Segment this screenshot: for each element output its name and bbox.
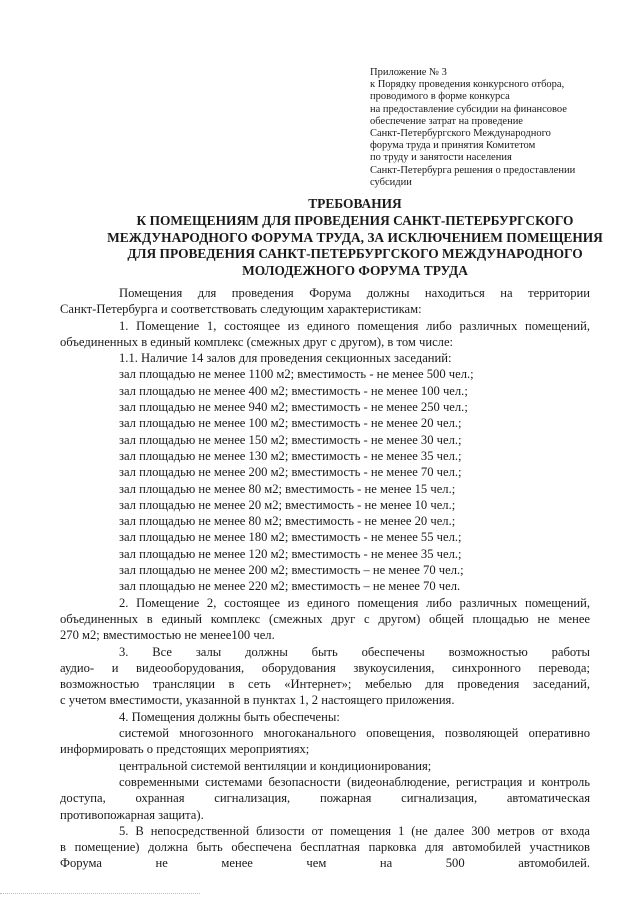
hall-line: зал площадью не менее 180 м2; вместимость - не менее 55 чел.; bbox=[119, 530, 462, 545]
hall-line: зал площадью не менее 220 м2; вместимость – не менее 70 чел. bbox=[119, 579, 461, 594]
annex-line: по труду и занятости населения bbox=[370, 152, 512, 164]
intro-line: Помещения для проведения Форума должны находиться на территории bbox=[119, 286, 590, 300]
annex-header bbox=[370, 67, 600, 189]
hall-line: зал площадью не менее 200 м2; вместимость - не менее 70 чел.; bbox=[119, 465, 462, 480]
annex-line: проводимого в форме конкурса bbox=[370, 91, 510, 103]
p4-c-line: современными системами безопасности (видеонаблюдение, регистрация и контроль bbox=[119, 774, 590, 789]
p2-line: 2. Помещение 2, состоящее из единого помещения либо различных помещений, bbox=[119, 595, 590, 610]
p3-line: 3. Все залы должны быть обеспечены возможностью работы bbox=[119, 644, 590, 659]
title-line: ДЛЯ ПРОВЕДЕНИЯ САНКТ-ПЕТЕРБУРГСКОГО МЕЖДУНАРОДНОГО bbox=[127, 246, 583, 262]
p4-line: 4. Помещения должны быть обеспечены: bbox=[119, 709, 340, 724]
annex-line: Приложение № 3 bbox=[370, 67, 447, 78]
intro-line: Санкт-Петербурга и соответствовать следующим характеристикам: bbox=[60, 302, 422, 317]
p5-line: в помещение) должна быть обеспечена бесплатная парковка для автомобилей участников bbox=[60, 840, 590, 855]
hall-line: зал площадью не менее 150 м2; вместимость - не менее 30 чел.; bbox=[119, 432, 462, 447]
hall-line: зал площадью не менее 80 м2; вместимость - не менее 15 чел.; bbox=[119, 481, 456, 496]
hall-line: зал площадью не менее 100 м2; вместимость - не менее 20 чел.; bbox=[119, 416, 462, 431]
annex-line: форума труда и принятия Комитетом bbox=[370, 140, 536, 152]
p4-b-line: центральной системой вентиляции и кондиционирования; bbox=[119, 758, 432, 773]
document-body bbox=[60, 285, 590, 872]
p5-line: 5. В непосредственной близости от помещения 1 (не далее 300 метров от входа bbox=[119, 823, 590, 838]
p4-a-line: системой многозонного многоканального оповещения, позволяющей оперативно bbox=[119, 726, 590, 741]
p1-1-line: 1.1. Наличие 14 залов для проведения секционных заседаний: bbox=[119, 351, 452, 366]
scan-edge-divider bbox=[0, 893, 200, 896]
hall-line: зал площадью не менее 20 м2; вместимость - не менее 10 чел.; bbox=[119, 497, 456, 512]
title-line: МОЛОДЕЖНОГО ФОРУМА ТРУДА bbox=[242, 263, 468, 279]
hall-line: зал площадью не менее 120 м2; вместимость - не менее 35 чел.; bbox=[119, 546, 462, 561]
p3-line: аудио- и видеооборудования, оборудования звукоусиления, синхронного перевода; bbox=[60, 660, 590, 675]
title-line: К ПОМЕЩЕНИЯМ ДЛЯ ПРОВЕДЕНИЯ САНКТ-ПЕТЕРБУРГСКОГО bbox=[136, 212, 574, 228]
p1-line: объединенных в единый комплекс (смежных друг с другом), в том числе: bbox=[60, 334, 454, 349]
p2-line: объединенных в единый комплекс (смежных друг с другом) общей площадью не менее bbox=[60, 611, 590, 626]
annex-line: на предоставление субсидии на финансовое bbox=[370, 103, 567, 115]
hall-line: зал площадью не менее 200 м2; вместимость – не менее 70 чел.; bbox=[119, 563, 464, 578]
p2-line: 270 м2; вместимостью не менее100 чел. bbox=[60, 628, 275, 643]
p4-c-line: противопожарная защита). bbox=[60, 807, 204, 822]
hall-line: зал площадью не менее 1100 м2; вместимость - не менее 500 чел.; bbox=[119, 367, 474, 382]
annex-line: субсидии bbox=[370, 176, 412, 188]
annex-line: обеспечение затрат на проведение bbox=[370, 115, 523, 127]
hall-line: зал площадью не менее 400 м2; вместимость - не менее 100 чел.; bbox=[119, 383, 468, 398]
title-line: МЕЖДУНАРОДНОГО ФОРУМА ТРУДА, ЗА ИСКЛЮЧЕНИЕМ ПОМЕЩЕНИЯ bbox=[107, 229, 603, 245]
p4-c-line: доступа, охранная сигнализация, пожарная сигнализация, автоматическая bbox=[60, 791, 590, 806]
title-line: ТРЕБОВАНИЯ bbox=[308, 196, 402, 211]
annex-line: Санкт-Петербурга решения о предоставлении bbox=[370, 164, 576, 176]
hall-line: зал площадью не менее 940 м2; вместимость - не менее 250 чел.; bbox=[119, 400, 468, 415]
document-title bbox=[60, 196, 640, 280]
hall-line: зал площадью не менее 80 м2; вместимость - не менее 20 чел.; bbox=[119, 514, 456, 529]
p5-line: Форума не менее чем на 500 автомобилей. bbox=[60, 856, 590, 871]
annex-line: Санкт-Петербургского Международного bbox=[370, 128, 551, 140]
p3-line: возможностью трансляции в сеть «Интернет»; мебелью для проведения заседаний, bbox=[60, 677, 590, 692]
p1-line: 1. Помещение 1, состоящее из единого помещения либо различных помещений, bbox=[119, 318, 590, 333]
annex-line: к Порядку проведения конкурсного отбора, bbox=[370, 79, 565, 91]
p4-a-line: информировать о предстоящих мероприятиях; bbox=[60, 742, 310, 757]
hall-line: зал площадью не менее 130 м2; вместимость - не менее 35 чел.; bbox=[119, 448, 462, 463]
p3-line: с учетом вместимости, указанной в пунктах 1, 2 настоящего приложения. bbox=[60, 693, 455, 708]
